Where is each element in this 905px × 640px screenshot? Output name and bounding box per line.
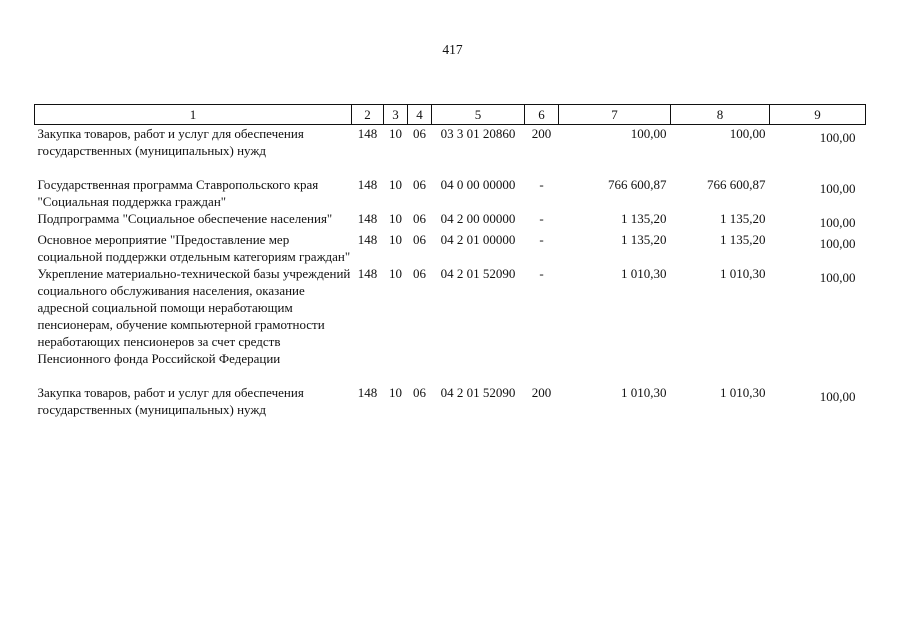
budget-table [34, 104, 866, 418]
row-code-subsection: 06 [413, 126, 426, 141]
row-code-subsection: 06 [413, 266, 426, 281]
row-code-subsection: 06 [413, 232, 426, 247]
row-code-target: 04 2 01 00000 [440, 232, 516, 247]
header-col-8: 8 [671, 105, 770, 125]
page-number: 417 [442, 42, 463, 57]
row-percent: 100,00 [819, 215, 856, 230]
row-percent: 100,00 [819, 270, 856, 285]
header-col-1: 1 [35, 105, 352, 125]
row-code-ministry: 148 [357, 126, 378, 141]
row-code-section: 10 [389, 211, 402, 226]
row-code-expense-type: - [539, 177, 544, 192]
row-name: Подпрограмма "Социальное обеспечение населения" [37, 211, 333, 226]
row-spacer [35, 367, 866, 384]
row-code-expense-type: - [539, 266, 544, 281]
table-row [35, 176, 866, 210]
row-code-subsection: 06 [413, 385, 426, 400]
row-code-target: 04 2 01 52090 [440, 266, 516, 281]
header-col-9: 9 [770, 105, 866, 125]
table-row [35, 265, 866, 367]
row-code-expense-type: - [539, 211, 544, 226]
row-spacer [35, 159, 866, 176]
header-col-2: 2 [352, 105, 384, 125]
row-code-expense-type: 200 [531, 385, 552, 400]
row-code-ministry: 148 [357, 177, 378, 192]
row-name: Закупка товаров, работ и услуг для обеспечения государственных (муниципальных) нужд [37, 385, 304, 417]
row-code-section: 10 [389, 385, 402, 400]
table-row [35, 384, 866, 418]
row-amount-planned: 1 010,30 [621, 385, 667, 400]
row-code-section: 10 [389, 177, 402, 192]
row-amount-actual: 766 600,87 [707, 177, 766, 192]
row-code-expense-type: 200 [531, 126, 552, 141]
row-percent: 100,00 [819, 389, 856, 404]
row-code-target: 04 2 01 52090 [440, 385, 516, 400]
row-code-ministry: 148 [357, 385, 378, 400]
row-code-subsection: 06 [413, 177, 426, 192]
row-amount-planned: 1 135,20 [621, 211, 667, 226]
row-code-section: 10 [389, 266, 402, 281]
row-name: Укрепление материально-технической базы учреждений социального обслуживания населения, оказание адресной социальной помощи неработающим пенсионерам, обучение компьютерной грамотности неработающих пенсионеров за счет средств Пенсионного фонда Российской Федерации [37, 266, 351, 366]
table-row [35, 210, 866, 231]
row-amount-actual: 1 010,30 [720, 266, 766, 281]
row-amount-planned: 1 135,20 [621, 232, 667, 247]
row-name: Закупка товаров, работ и услуг для обеспечения государственных (муниципальных) нужд [37, 126, 304, 158]
row-code-section: 10 [389, 232, 402, 247]
header-col-5: 5 [432, 105, 525, 125]
row-name: Государственная программа Ставропольского края "Социальная поддержка граждан" [37, 177, 319, 209]
header-col-7: 7 [559, 105, 671, 125]
row-amount-actual: 1 135,20 [720, 232, 766, 247]
row-code-ministry: 148 [357, 266, 378, 281]
row-percent: 100,00 [819, 236, 856, 251]
table-row [35, 125, 866, 160]
row-percent: 100,00 [819, 181, 856, 196]
header-col-6: 6 [525, 105, 559, 125]
row-code-target: 03 3 01 20860 [440, 126, 516, 141]
header-col-4: 4 [408, 105, 432, 125]
row-code-target: 04 0 00 00000 [440, 177, 516, 192]
row-amount-planned: 1 010,30 [621, 266, 667, 281]
table-row [35, 231, 866, 265]
header-col-3: 3 [384, 105, 408, 125]
row-code-ministry: 148 [357, 211, 378, 226]
row-amount-actual: 1 135,20 [720, 211, 766, 226]
row-code-expense-type: - [539, 232, 544, 247]
row-code-ministry: 148 [357, 232, 378, 247]
row-amount-planned: 766 600,87 [608, 177, 667, 192]
table-header-row [35, 105, 866, 125]
row-amount-actual: 1 010,30 [720, 385, 766, 400]
row-amount-planned: 100,00 [630, 126, 667, 141]
row-code-section: 10 [389, 126, 402, 141]
row-code-target: 04 2 00 00000 [440, 211, 516, 226]
row-name: Основное мероприятие "Предоставление мер социальной поддержки отдельным категориям граждан" [37, 232, 351, 264]
row-code-subsection: 06 [413, 211, 426, 226]
row-amount-actual: 100,00 [729, 126, 766, 141]
row-percent: 100,00 [819, 130, 856, 145]
